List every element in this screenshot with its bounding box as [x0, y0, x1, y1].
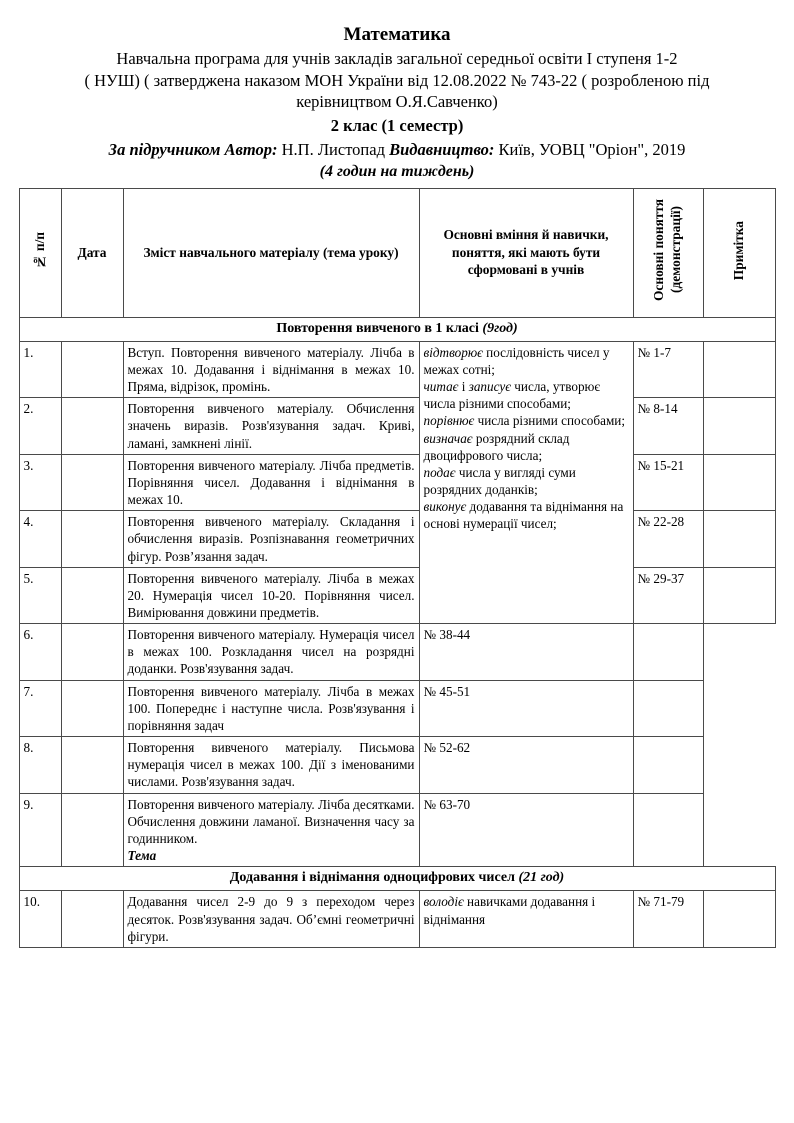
subtitle-line-2: ( НУШ) ( затверджена наказом МОН України від 12.08.2022 № 743-22 ( розробленою під [84, 70, 710, 90]
cell-date[interactable] [61, 511, 123, 567]
curriculum-table [19, 188, 776, 948]
section-title-text: Додавання і віднімання одноцифрових чисел [229, 870, 519, 886]
cell-number: 5. [19, 567, 61, 623]
publisher-label: Видавництво: [389, 140, 495, 160]
column-header-note-label: Примітка [730, 220, 746, 280]
cell-content-tema: Тема [127, 848, 157, 863]
column-header-concepts [633, 188, 703, 317]
page-title: Математика [343, 24, 451, 45]
column-header-skills: Основні вміння й навички, поняття, які мають бути сформовані в учнів [419, 188, 633, 317]
table-row [19, 793, 775, 867]
table-row [19, 624, 775, 680]
subtitle-line-3: керівництвом О.Я.Савченко) [296, 92, 498, 112]
skill-item: виконує додавання та віднімання на основі нумерації чисел; [423, 499, 624, 532]
cell-concepts: № 52-62 [419, 737, 633, 793]
skill-item: володіє навичками додавання і віднімання [423, 894, 596, 927]
cell-concepts: № 8-14 [633, 398, 703, 454]
cell-concepts: № 38-44 [419, 624, 633, 680]
skill-verb: відтворює [423, 344, 483, 360]
hours-per-week: (4 годин на тиждень) [319, 162, 475, 180]
cell-content: Повторення вивченого матеріалу. Лічба предметів. Порівняння чисел. Додавання і віднімання в межах 10. [123, 454, 419, 510]
section-title-text: Повторення вивченого в 1 класі [276, 320, 483, 336]
cell-concepts: № 29-37 [633, 567, 703, 623]
cell-date[interactable] [61, 891, 123, 947]
column-header-content: Зміст навчального матеріалу (тема уроку) [123, 188, 419, 317]
table-header-row [19, 188, 775, 317]
skill-verb: подає [423, 464, 456, 480]
column-header-number [19, 188, 61, 317]
table-row [19, 567, 775, 623]
column-header-date: Дата [61, 188, 123, 317]
cell-date[interactable] [61, 793, 123, 867]
textbook-prefix: За підручником Автор: [108, 140, 278, 160]
cell-note[interactable] [703, 341, 775, 397]
section-hours: (21 год) [518, 870, 565, 886]
cell-content: Повторення вивченого матеріалу. Лічба в межах 20. Нумерація чисел 10-20. Порівняння чисел. Вимірювання довжини предметів. [123, 567, 419, 623]
curriculum-table-wrap [0, 188, 794, 948]
cell-date[interactable] [61, 567, 123, 623]
cell-number: 9. [19, 793, 61, 867]
table-body [19, 317, 775, 947]
cell-number: 4. [19, 511, 61, 567]
table-row [19, 398, 775, 454]
cell-note[interactable] [703, 511, 775, 567]
cell-skills [419, 341, 633, 623]
cell-content: Повторення вивченого матеріалу. Обчислення значень виразів. Розв'язування задач. Криві, ламані, замкнені лінії. [123, 398, 419, 454]
cell-content: Вступ. Повторення вивченого матеріалу. Лічба в межах 10. Додавання і віднімання в межах 10. Пряма, відрізок, промінь. [123, 341, 419, 397]
grade-label: 2 клас (1 семестр) [330, 115, 464, 135]
textbook-line [28, 139, 766, 160]
skill-verb: визначає [423, 430, 473, 446]
skill-item: читає і записує числа, утворює числа різними способами; [423, 379, 601, 412]
cell-skills [419, 891, 633, 947]
publisher-value: Київ, УОВЦ "Оріон", 2019 [498, 140, 686, 160]
table-row [19, 341, 775, 397]
cell-note[interactable] [633, 737, 703, 793]
cell-note[interactable] [633, 624, 703, 680]
column-header-concepts-label: Основні поняття (демонстрації) [651, 199, 683, 302]
document-header [0, 0, 794, 182]
cell-number: 1. [19, 341, 61, 397]
cell-number: 7. [19, 680, 61, 736]
subtitle-line-1: Навчальна програма для учнів закладів загальної середньої освіти I ступеня 1-2 [116, 49, 678, 69]
cell-number: 10. [19, 891, 61, 947]
skill-verb: виконує [423, 499, 467, 515]
skill-verb: записує [468, 379, 511, 395]
section-hours: (9год) [482, 320, 518, 336]
skill-item: визначає розрядний склад двоцифрового числа; [423, 430, 570, 463]
skill-verb: володіє [423, 894, 464, 910]
textbook-author: Н.П. Листопад [281, 140, 385, 160]
skill-item: відтворює послідовність чисел у межах сотні; [423, 344, 610, 377]
cell-date[interactable] [61, 624, 123, 680]
table-row [19, 680, 775, 736]
cell-content: Повторення вивченого матеріалу. Складання і обчислення виразів. Розпізнавання геометричних фігур. Розв’язання задач. [123, 511, 419, 567]
section-header-row [19, 867, 775, 891]
cell-concepts: № 22-28 [633, 511, 703, 567]
cell-date[interactable] [61, 737, 123, 793]
cell-date[interactable] [61, 341, 123, 397]
cell-note[interactable] [703, 454, 775, 510]
cell-note[interactable] [703, 398, 775, 454]
program-subtitle [47, 48, 747, 112]
section-title [19, 317, 775, 341]
cell-concepts: № 45-51 [419, 680, 633, 736]
cell-number: 6. [19, 624, 61, 680]
table-row [19, 891, 775, 947]
cell-note[interactable] [703, 567, 775, 623]
table-row [19, 511, 775, 567]
section-header-row [19, 317, 775, 341]
cell-content: Повторення вивченого матеріалу. Письмова нумерація чисел в межах 100. Дії з іменованими числами. Розв'язування задач. [123, 737, 419, 793]
skill-verb: порівнює [423, 413, 475, 429]
skill-item: порівнює числа різними способами; [423, 413, 626, 429]
table-row [19, 454, 775, 510]
cell-content: Повторення вивченого матеріалу. Лічба в межах 100. Попереднє і наступне числа. Розв'язування і порівняння задач [123, 680, 419, 736]
table-header [19, 188, 775, 317]
table-row [19, 737, 775, 793]
cell-date[interactable] [61, 680, 123, 736]
cell-date[interactable] [61, 454, 123, 510]
cell-content: Повторення вивченого матеріалу. Нумерація чисел в межах 100. Розкладання чисел на розрядні доданки. Розв'язування задач. [123, 624, 419, 680]
cell-number: 2. [19, 398, 61, 454]
cell-number: 3. [19, 454, 61, 510]
cell-note[interactable] [633, 793, 703, 867]
cell-concepts: № 15-21 [633, 454, 703, 510]
skill-item: подає числа у вигляді суми розрядних доданків; [423, 464, 576, 498]
skill-verb: читає [423, 379, 459, 395]
cell-note[interactable] [633, 680, 703, 736]
cell-date[interactable] [61, 398, 123, 454]
cell-content: Повторення вивченого матеріалу. Лічба десятками. Обчислення довжини ламаної. Визначення часу за годинником. Тема [123, 793, 419, 867]
cell-content: Додавання чисел 2-9 до 9 з переходом через десяток. Розв'язування задач. Об’ємні геометричні фігури. [123, 891, 419, 947]
column-header-number-label: № п/п [31, 231, 47, 270]
cell-number: 8. [19, 737, 61, 793]
cell-note[interactable] [703, 891, 775, 947]
column-header-note [703, 188, 775, 317]
section-title [19, 867, 775, 891]
cell-concepts: № 1-7 [633, 341, 703, 397]
cell-concepts: № 63-70 [419, 793, 633, 867]
cell-concepts: № 71-79 [633, 891, 703, 947]
